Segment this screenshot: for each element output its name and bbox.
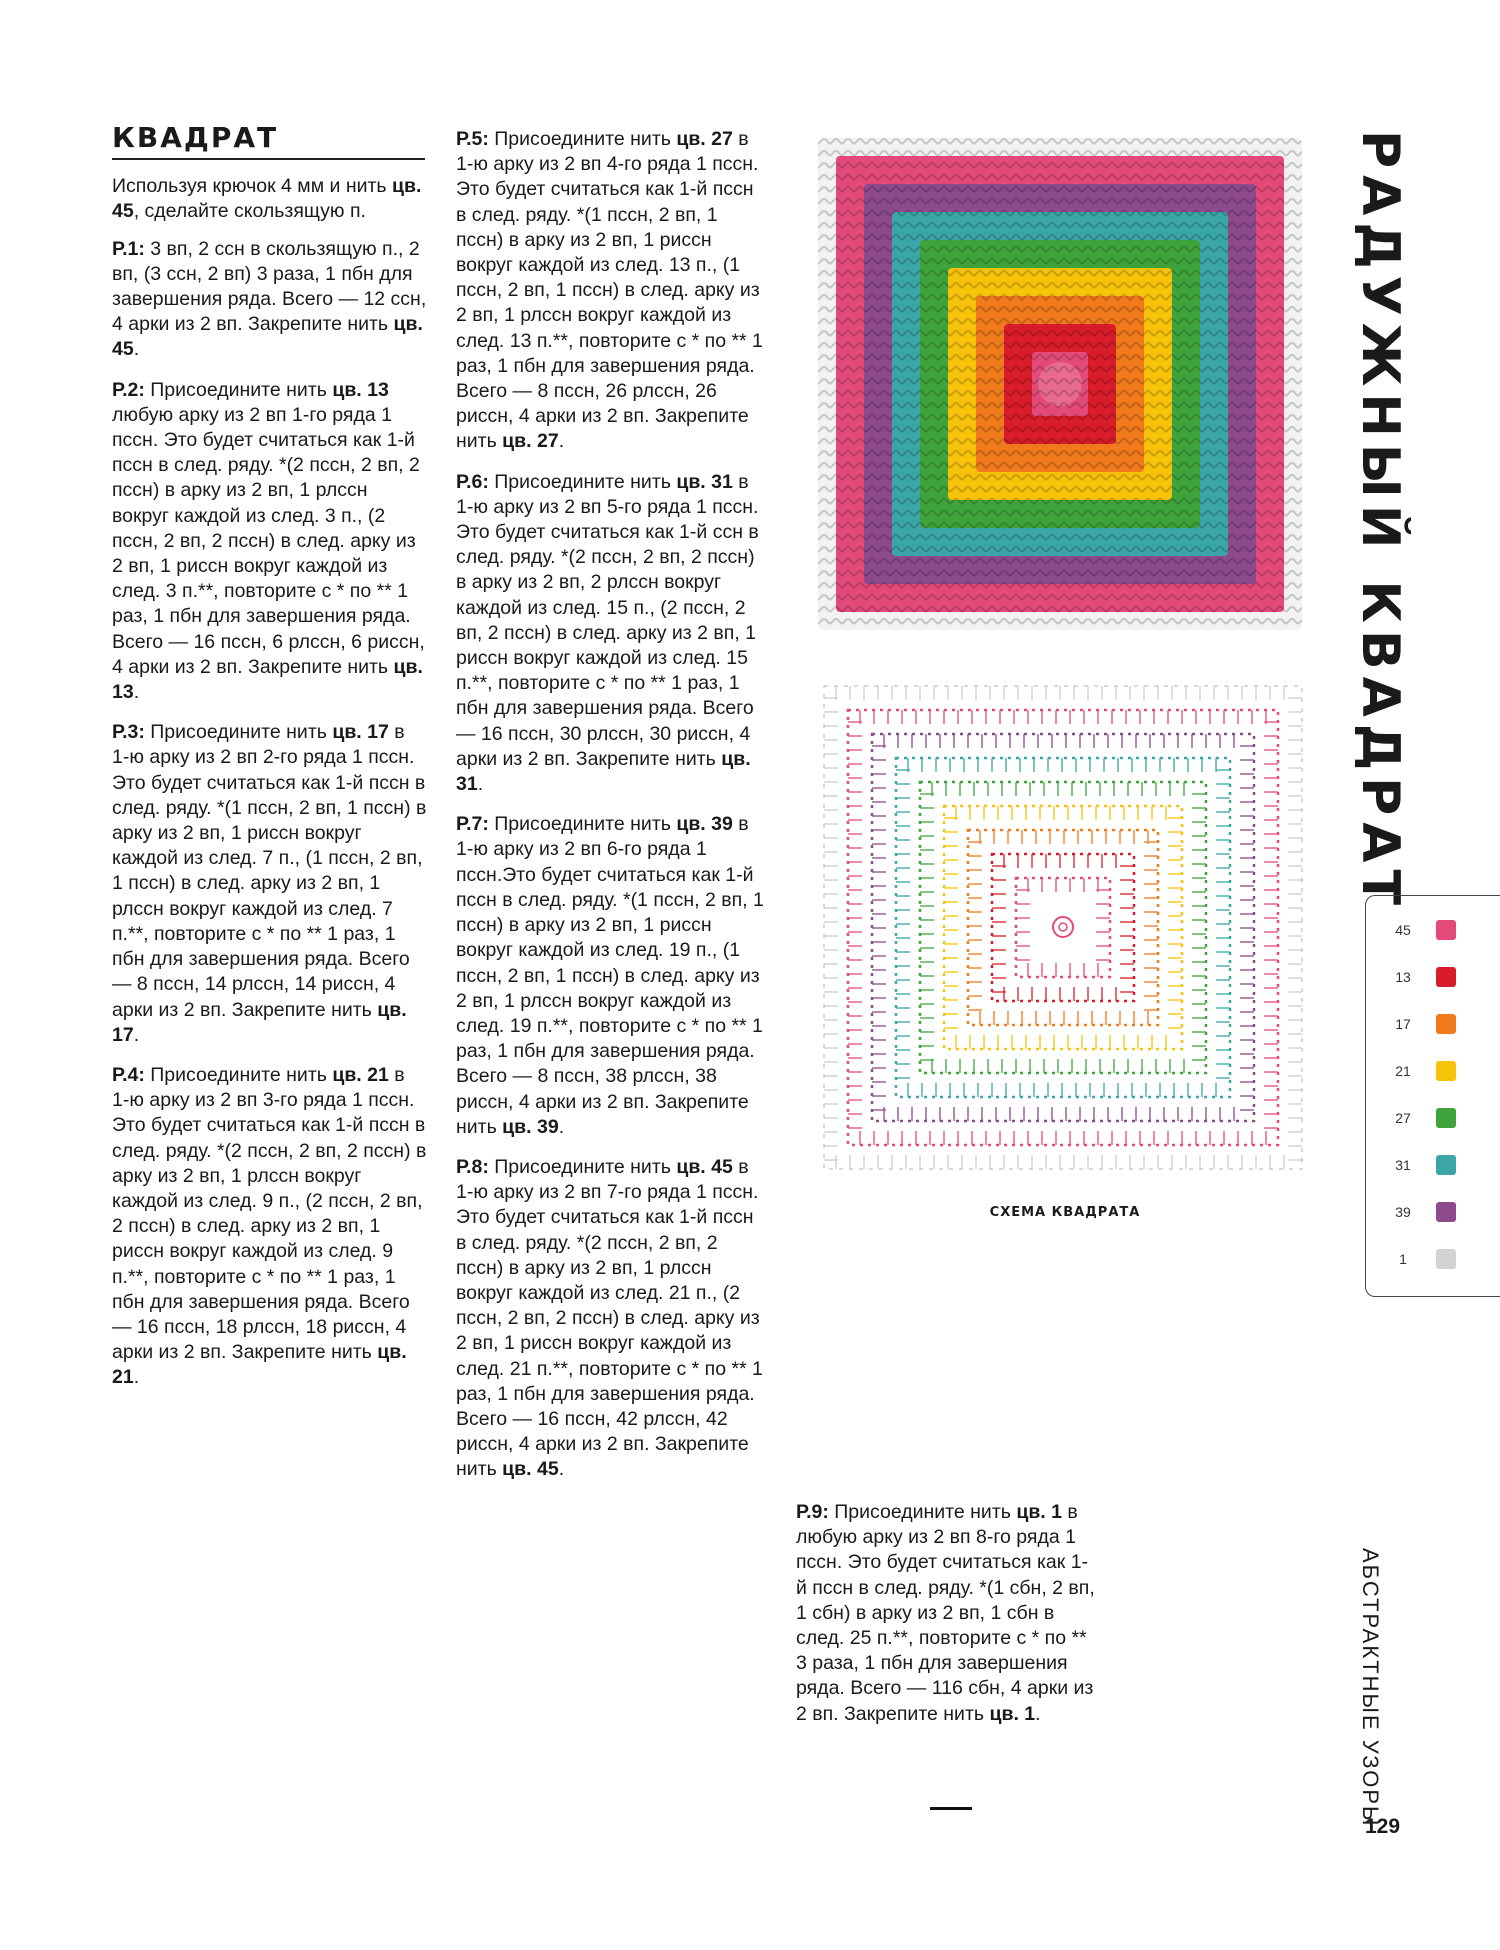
text-run: , сделайте скользящую п. (133, 200, 366, 223)
text-run: в 1-ю арку из 2 вп 3-го ряда 1 пссн. Это будет считаться как 1-й пссн в след. ряду. *(2 пссн, 2 вп, 2 пссн) в арку из 2 вп, 1 рлссн вокруг каждой из след. 9 п., (2 пссн, 2 вп, 2 пссн) в след. арку из 2 вп, 1 риссн вокруг каждой из след. 9 п.**, повторите с * по ** 1 раз, 1 пбн для завершения ряда. Всего — 16 пссн, 18 рлссн, 18 риссн, 4 арки из 2 вп. Закрепите нить (112, 1063, 427, 1364)
color-ref: цв. 27 (676, 128, 733, 150)
text-run: . (558, 1458, 565, 1481)
legend-color-number: 1 (1399, 1251, 1407, 1267)
crochet-chart (818, 680, 1308, 1175)
text-run: . (1035, 1702, 1041, 1725)
color-ref: цв. 45 (112, 313, 423, 361)
text-run: Присоедините нить (144, 378, 333, 401)
color-ref: цв. 27 (502, 430, 559, 453)
text-run: Используя крючок 4 мм и нить (112, 175, 393, 198)
legend-swatch (1436, 1108, 1456, 1128)
text-run: в 1-ю арку из 2 вп 6-го ряда 1 пссн.Это будет считаться как 1-й пссн в след. ряду. *(1 пссн, 2 вп, 1 пссн) в арку из 2 вп, 1 риссн вокруг каждой из след. 19 п., (1 пссн, 2 вп, 1 пссн) в след. арку из 2 вп, 1 рлссн вокруг каждой из след. 19 п.**, повторите с * по ** 1 раз, 1 пбн для завершения ряда. Всего — 8 пссн, 38 рлссн, 38 риссн, 4 арки из 2 вп. Закрепите нить (456, 813, 764, 1138)
round-label: Р.8: (456, 1155, 489, 1178)
round-label: Р.7: (456, 813, 489, 836)
legend-color-number: 39 (1395, 1204, 1411, 1220)
color-ref: цв. 21 (112, 1341, 407, 1389)
color-ref: цв. 45 (676, 1155, 733, 1178)
text-run: Присоедините нить (144, 721, 333, 744)
rows-list-1 (112, 237, 427, 1391)
color-ref: цв. 39 (502, 1115, 559, 1138)
color-ref: цв. 31 (676, 470, 733, 493)
text-run: . (558, 430, 565, 453)
color-ref: цв. 21 (332, 1063, 389, 1086)
color-legend (1365, 895, 1500, 1297)
text-run: Присоедините нить (828, 1501, 1017, 1523)
text-run: Присоедините нить (488, 1155, 677, 1178)
instructions-column-1 (112, 121, 427, 1406)
legend-color-number: 31 (1395, 1157, 1411, 1173)
color-ref: цв. 45 (502, 1458, 559, 1481)
color-ref: цв. 13 (112, 655, 423, 704)
color-ref: цв. 13 (332, 378, 389, 401)
section-name-text: АБСТРАКТНЫЕ УЗОРЫ (1358, 1548, 1383, 1828)
text-run: . (133, 1366, 140, 1389)
text-run: . (558, 1115, 565, 1138)
color-ref: цв. 31 (456, 747, 751, 796)
round-instruction (112, 720, 427, 1048)
text-run: 3 вп, 2 ссн в скользящую п., 2 вп, (3 ссн, 2 вп) 3 раза, 1 пбн для завершения ряда. Всего — 12 ссн, 4 арки из 2 вп. Закрепите нить (112, 237, 427, 336)
text-run: любую арку из 2 вп 1-го ряда 1 пссн. Это будет считаться как 1-й пссн в след. ряду. *(2 пссн, 2 вп, 2 пссн) в арку из 2 вп, 1 рлссн вокруг каждой из след. 3 п., (2 пссн, 2 вп, 2 пссн) в след. арку из 2 вп, 1 риссн вокруг каждой из след. 3 п.**, повторите с * по ** 1 раз, 1 пбн для завершения ряда. Всего — 16 пссн, 6 рлссн, 6 риссн, 4 арки из 2 вп. Закрепите нить (112, 403, 425, 678)
side-title (1345, 130, 1415, 912)
color-ref: цв. 17 (112, 998, 407, 1046)
round-label: Р.5: (456, 128, 489, 150)
side-title-text: РАДУЖНЫЙ КВАДРАТ (1350, 130, 1410, 912)
instructions-column-3 (796, 1500, 1096, 1742)
section-heading: КВАДРАТ (112, 125, 425, 160)
legend-color-number: 45 (1395, 922, 1411, 938)
color-ref: цв. 1 (989, 1702, 1036, 1725)
legend-swatch (1436, 1155, 1456, 1175)
round-label: Р.3: (112, 721, 145, 744)
legend-swatch (1436, 1061, 1456, 1081)
round-label: Р.4: (112, 1063, 145, 1086)
round-label: Р.1: (112, 237, 145, 260)
round-instruction (796, 1500, 1096, 1727)
color-ref: цв. 17 (332, 721, 389, 744)
text-run: Присоедините нить (488, 470, 677, 493)
text-run: Присоедините нить (488, 128, 677, 150)
round-instruction (456, 1155, 766, 1483)
chart-round (848, 710, 1278, 1145)
round-label: Р.9: (796, 1501, 829, 1523)
legend-swatch (1436, 920, 1456, 940)
legend-color-number: 17 (1395, 1016, 1411, 1032)
round-label: Р.2: (112, 378, 145, 401)
chart-caption: СХЕМА КВАДРАТА (989, 1205, 1141, 1220)
round-instruction (456, 812, 766, 1140)
round-instruction (456, 127, 766, 455)
chart-round (872, 734, 1254, 1121)
chart-round (896, 758, 1230, 1097)
legend-swatch (1436, 967, 1456, 987)
rows-list-2 (456, 127, 766, 1483)
text-run: в 1-ю арку из 2 вп 5-го ряда 1 пссн. Это будет считаться как 1-й ссн в след. ряду. *(2 пссн, 2 вп, 2 пссн) в арку из 2 вп, 2 рлссн вокруг каждой из след. 15 п., (2 пссн, 2 вп, 2 пссн) в след. арку из 2 вп, 1 риссн вокруг каждой из след. 15 п.**, повторите с * по ** 1 раз, 1 пбн для завершения ряда. Всего — 16 пссн, 30 рлссн, 30 риссн, 4 арки из 2 вп. Закрепите нить (456, 470, 759, 770)
page-divider (930, 1807, 972, 1810)
legend-swatch (1436, 1249, 1456, 1269)
chart-round (968, 830, 1158, 1025)
text-run: Присоедините нить (488, 813, 677, 836)
round-instruction (112, 237, 427, 363)
text-run: . (133, 681, 140, 704)
round-label: Р.6: (456, 470, 489, 493)
round-instruction (112, 1063, 427, 1391)
color-ref: цв. 39 (676, 813, 733, 836)
rainbow-square-photo (818, 138, 1302, 630)
color-ref: цв. 45 (112, 175, 422, 223)
legend-swatch (1436, 1202, 1456, 1222)
color-ref: цв. 1 (1016, 1501, 1062, 1523)
round-instruction (112, 378, 427, 706)
section-name (1355, 1548, 1385, 1828)
chart-round (992, 854, 1134, 1001)
legend-color-number: 21 (1395, 1063, 1411, 1079)
legend-color-number: 13 (1395, 969, 1411, 985)
legend-swatch (1436, 1014, 1456, 1034)
text-run: . (133, 338, 140, 361)
text-run: . (133, 1023, 140, 1046)
chart-round (1016, 878, 1110, 977)
text-run: в 1-ю арку из 2 вп 4-го ряда 1 пссн. Это будет считаться как 1-й пссн в след. ряду. *(1 пссн, 2 вп, 1 пссн) в арку из 2 вп, 1 риссн вокруг каждой из след. 13 п., (1 пссн, 2 вп, 1 пссн) в след. арку из 2 вп, 1 рлссн вокруг каждой из след. 13 п.**, повторите с * по ** 1 раз, 1 пбн для завершения ряда. Всего — 8 пссн, 26 рлссн, 26 риссн, 4 арки из 2 вп. Закрепите нить (456, 128, 763, 453)
rows-list-3 (796, 1500, 1096, 1727)
instructions-column-2 (456, 127, 766, 1498)
text-run: Присоедините нить (144, 1063, 333, 1086)
text-run: в любую арку из 2 вп 8-го ряда 1 пссн. Это будет считаться как 1-й пссн в след. ряду. *(1 сбн, 2 вп, 1 сбн) в арку из 2 вп, 1 сбн в след. 25 п.**, повторите с * по ** 3 раза, 1 пбн для завершения ряда. Всего — 116 сбн, 4 арки из 2 вп. Закрепите нить (796, 1501, 1095, 1725)
text-run: в 1-ю арку из 2 вп 2-го ряда 1 пссн. Это будет считаться как 1-й пссн в след. ряду. *(1 пссн, 2 вп, 1 пссн) в арку из 2 вп, 1 риссн вокруг каждой из след. 7 п., (1 пссн, 2 вп, 1 пссн) в след. арку из 2 вп, 1 рлссн вокруг каждой из след. 7 п.**, повторите с * по ** 1 раз, 1 пбн для завершения ряда. Всего — 8 пссн, 14 рлссн, 14 риссн, 4 арки из 2 вп. Закрепите нить (112, 721, 427, 1021)
text-run: в 1-ю арку из 2 вп 7-го ряда 1 пссн. Это будет считаться как 1-й пссн в след. ряду. *(2 пссн, 2 вп, 2 пссн) в арку из 2 вп, 1 рлссн вокруг каждой из след. 21 п., (2 пссн, 2 вп, 2 пссн) в след. арку из 2 вп, 1 риссн вокруг каждой из след. 21 п.**, повторите с * по ** 1 раз, 1 пбн для завершения ряда. Всего — 16 пссн, 42 рлссн, 42 риссн, 4 арки из 2 вп. Закрепите нить (456, 1155, 763, 1481)
round-instruction (456, 470, 766, 798)
chart-round (920, 782, 1206, 1073)
text-run: . (477, 773, 484, 796)
intro-text (112, 174, 427, 224)
page-number: 129 (1365, 1815, 1401, 1838)
legend-color-number: 27 (1395, 1110, 1411, 1126)
